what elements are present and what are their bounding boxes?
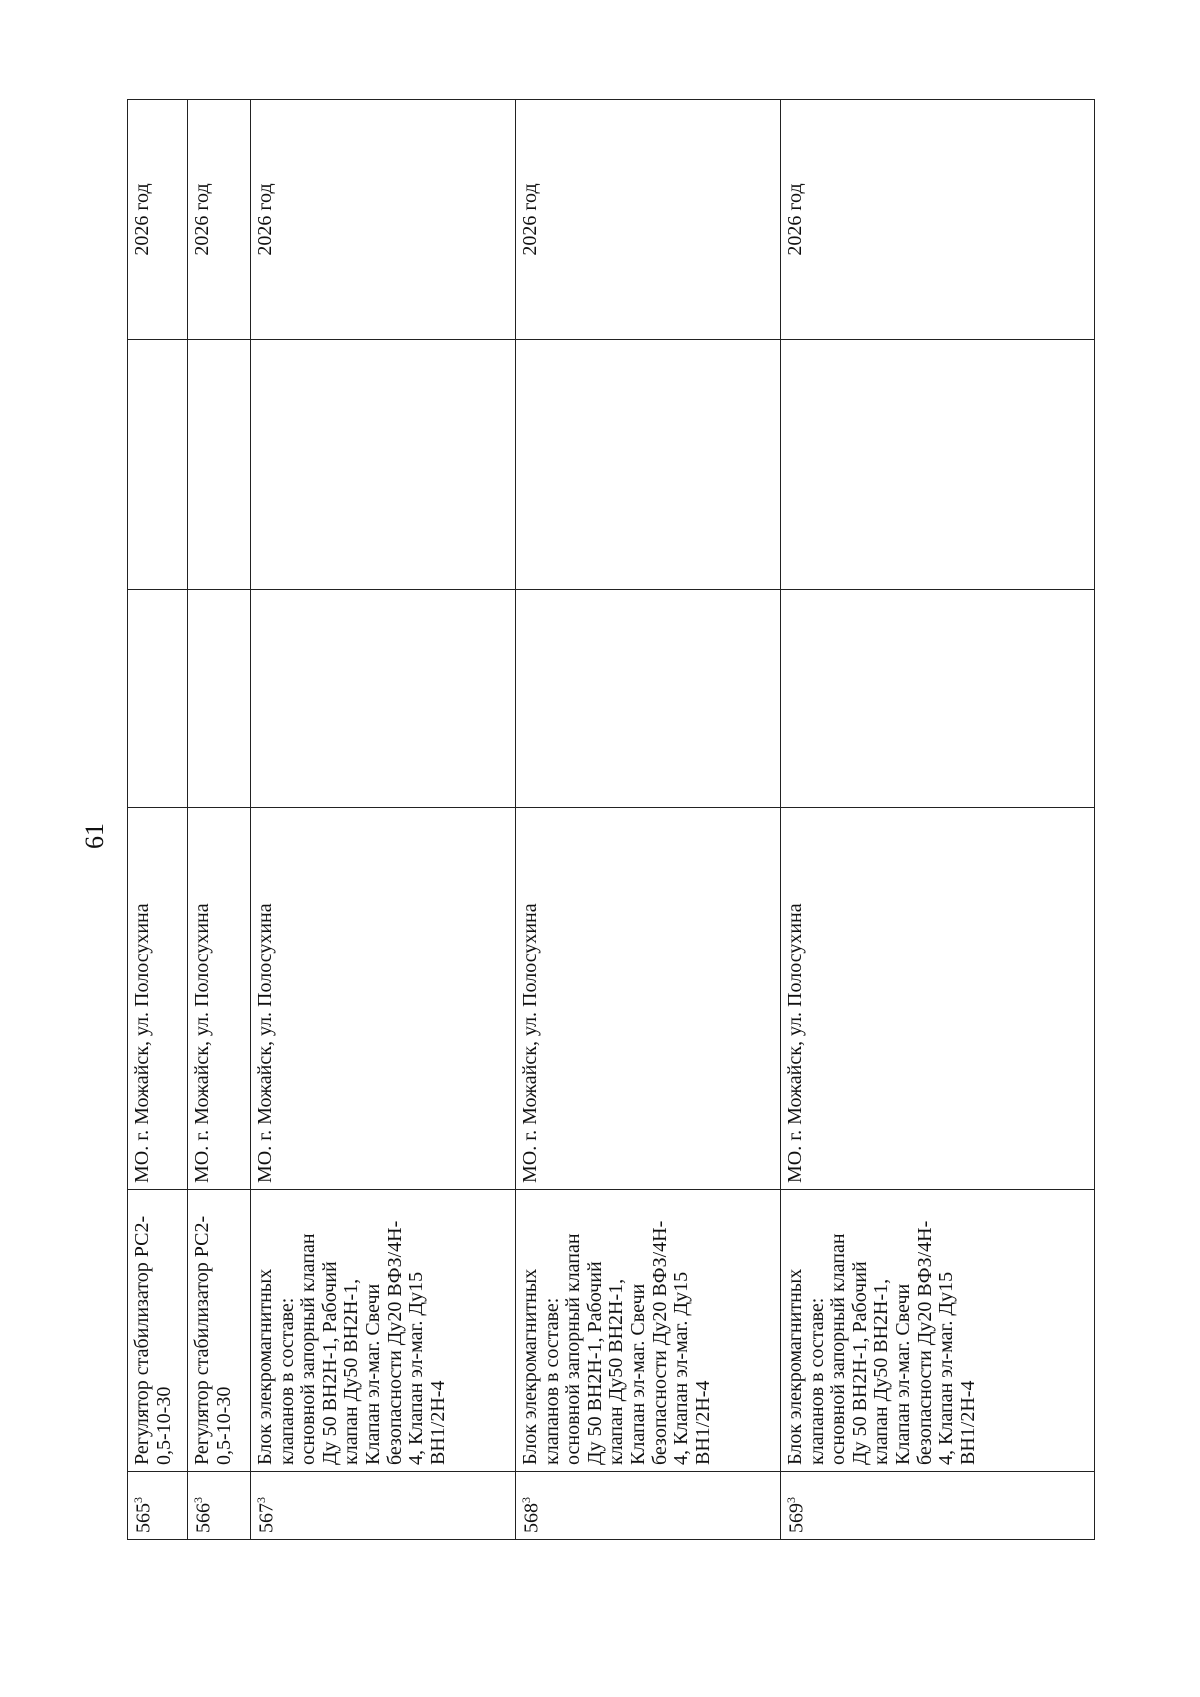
empty-cell <box>188 340 251 590</box>
equipment-name: Регулятор стабилизатор РС2- 0,5-10-30 <box>188 1190 251 1472</box>
row-number: $566^3$ <box>188 1472 251 1540</box>
year-cell: 2026 год <box>128 100 188 340</box>
table-row <box>516 100 781 1540</box>
year-cell: 2026 год <box>188 100 251 340</box>
empty-cell <box>128 340 188 590</box>
empty-cell <box>516 340 781 590</box>
page-number: 61 <box>80 823 109 849</box>
empty-cell <box>516 590 781 808</box>
table-row <box>251 100 516 1540</box>
empty-cell <box>781 340 1095 590</box>
year-cell: 2026 год <box>516 100 781 340</box>
equipment-name: Блок элекромагнитных клапанов в составе: основной запорный клапан Ду 50 ВН2Н-1, Рабочий клапан Ду50 ВН2Н-1, Клапан эл-маг. Свечи безопасности Ду20 ВФЗ/4Н- 4, Клапан эл-маг. Ду15 ВН1/2Н-4 <box>781 1190 1095 1472</box>
address-cell: МО. г. Можайск, ул. Полосухина <box>251 808 516 1190</box>
row-number: $565^3$ <box>128 1472 188 1540</box>
address-cell: МО. г. Можайск, ул. Полосухина <box>516 808 781 1190</box>
row-number: $568^3$ <box>516 1472 781 1540</box>
row-number: $567^3$ <box>251 1472 516 1540</box>
empty-cell <box>188 590 251 808</box>
empty-cell <box>128 590 188 808</box>
empty-cell <box>251 590 516 808</box>
year-cell: 2026 год <box>781 100 1095 340</box>
table-row <box>188 100 251 1540</box>
equipment-table <box>127 99 1095 1540</box>
year-cell: 2026 год <box>251 100 516 340</box>
empty-cell <box>251 340 516 590</box>
address-cell: МО. г. Можайск, ул. Полосухина <box>128 808 188 1190</box>
row-number: $569^3$ <box>781 1472 1095 1540</box>
table-row <box>128 100 188 1540</box>
equipment-name: Блок элекромагнитных клапанов в составе: основной запорный клапан Ду 50 ВН2Н-1, Рабочий клапан Ду50 ВН2Н-1, Клапан эл-маг. Свечи безопасности Ду20 ВФЗ/4Н- 4, Клапан эл-маг. Ду15 ВН1/2Н-4 <box>516 1190 781 1472</box>
rotated-table-container <box>127 100 1094 1540</box>
equipment-name: Блок элекромагнитных клапанов в составе: основной запорный клапан Ду 50 ВН2Н-1, Рабочий клапан Ду50 ВН2Н-1, Клапан эл-маг. Свечи безопасности Ду20 ВФЗ/4Н- 4, Клапан эл-маг. Ду15 ВН1/2Н-4 <box>251 1190 516 1472</box>
table-row <box>781 100 1095 1540</box>
address-cell: МО. г. Можайск, ул. Полосухина <box>188 808 251 1190</box>
equipment-name: Регулятор стабилизатор РС2- 0,5-10-30 <box>128 1190 188 1472</box>
address-cell: МО. г. Можайск, ул. Полосухина <box>781 808 1095 1190</box>
empty-cell <box>781 590 1095 808</box>
